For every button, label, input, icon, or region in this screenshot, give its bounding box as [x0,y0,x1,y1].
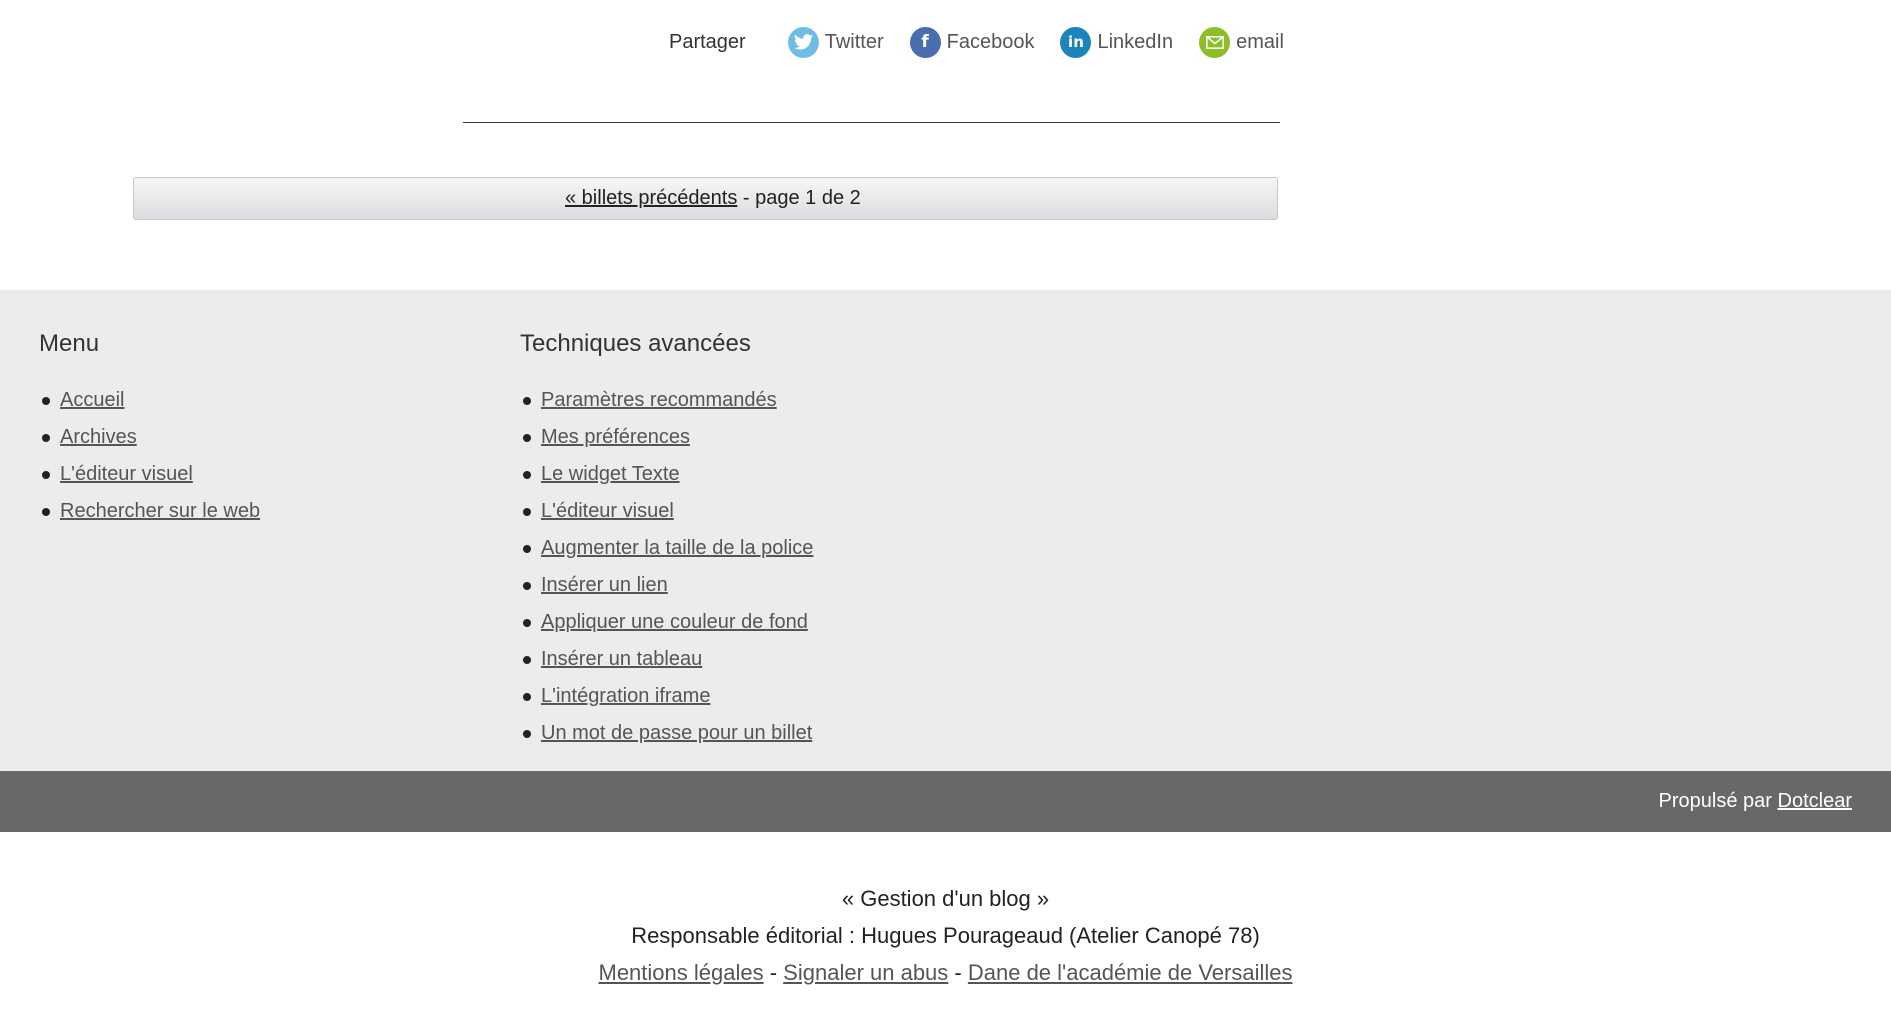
menu-item-accueil [39,382,260,419]
share-facebook-link[interactable] [910,27,1035,58]
blog-title: « Gestion d'un blog » [841,886,1050,911]
techniques-link-editeur-visuel[interactable]: L'éditeur visuel [541,500,674,522]
menu-widget-title: Menu [39,330,100,357]
pagination-content [565,187,861,210]
techniques-item [520,604,813,641]
techniques-widget-title: Techniques avancées [520,330,751,357]
mentions-legales-link[interactable]: Mentions légales [598,960,764,985]
pagination-bar [133,177,1278,220]
share-label: Partager [669,30,746,53]
techniques-link-taille-police[interactable]: Augmenter la taille de la police [541,537,814,559]
techniques-item [520,456,813,493]
twitter-icon [788,27,819,58]
page-info: - page 1 de 2 [737,187,861,209]
techniques-item [520,419,813,456]
dotclear-link[interactable]: Dotclear [1777,790,1852,812]
legal-separator: - [948,960,968,985]
share-facebook-label: Facebook [946,30,1035,53]
menu-link-rechercher[interactable]: Rechercher sur le web [60,500,261,522]
share-twitter-link[interactable] [788,27,884,58]
techniques-link-preferences[interactable]: Mes préférences [541,426,690,448]
techniques-item [520,567,813,604]
site-footer-info [0,880,1891,991]
techniques-item [520,641,813,678]
content-separator [463,122,1280,123]
techniques-item [520,678,813,715]
techniques-link-mot-de-passe[interactable]: Un mot de passe pour un billet [541,722,813,744]
previous-posts-link[interactable]: « billets précédents [565,187,738,209]
techniques-link-inserer-lien[interactable]: Insérer un lien [541,574,668,596]
techniques-link-couleur-fond[interactable]: Appliquer une couleur de fond [541,611,808,633]
menu-item-rechercher [39,493,260,530]
dane-versailles-link[interactable]: Dane de l'académie de Versailles [967,960,1293,985]
share-twitter-label: Twitter [824,30,884,53]
legal-separator: - [763,960,784,985]
menu-widget [39,330,260,530]
signaler-abus-link[interactable]: Signaler un abus [783,960,949,985]
editorial-responsible: Responsable éditorial : Hugues Pourageaud (Atelier Canopé 78) [631,923,1260,948]
techniques-widget [520,330,813,752]
footer-widgets [0,290,1891,771]
techniques-link-inserer-tableau[interactable]: Insérer un tableau [541,648,703,670]
techniques-link-widget-texte[interactable]: Le widget Texte [541,463,680,485]
powered-by-text [1659,790,1852,813]
techniques-list [520,382,813,752]
menu-link-accueil[interactable]: Accueil [60,389,125,411]
share-linkedin-label: LinkedIn [1097,30,1174,53]
techniques-item [520,382,813,419]
share-email-label: email [1236,30,1284,53]
powered-by-bar [0,771,1891,832]
facebook-icon: f [910,27,941,58]
email-icon [1199,27,1230,58]
techniques-item [520,715,813,752]
powered-by-prefix: Propulsé par [1658,790,1778,812]
share-linkedin-link[interactable] [1060,27,1173,58]
menu-list [39,382,260,530]
techniques-link-parametres[interactable]: Paramètres recommandés [541,389,777,411]
techniques-item [520,530,813,567]
menu-link-archives[interactable]: Archives [60,426,137,448]
linkedin-icon: in [1060,27,1091,58]
share-bar [669,24,1310,60]
techniques-link-iframe[interactable]: L'intégration iframe [541,685,711,707]
menu-item-editeur-visuel [39,456,260,493]
menu-link-editeur-visuel[interactable]: L'éditeur visuel [60,463,193,485]
menu-item-archives [39,419,260,456]
legal-links [0,954,1891,991]
share-email-link[interactable] [1199,27,1284,58]
techniques-item [520,493,813,530]
